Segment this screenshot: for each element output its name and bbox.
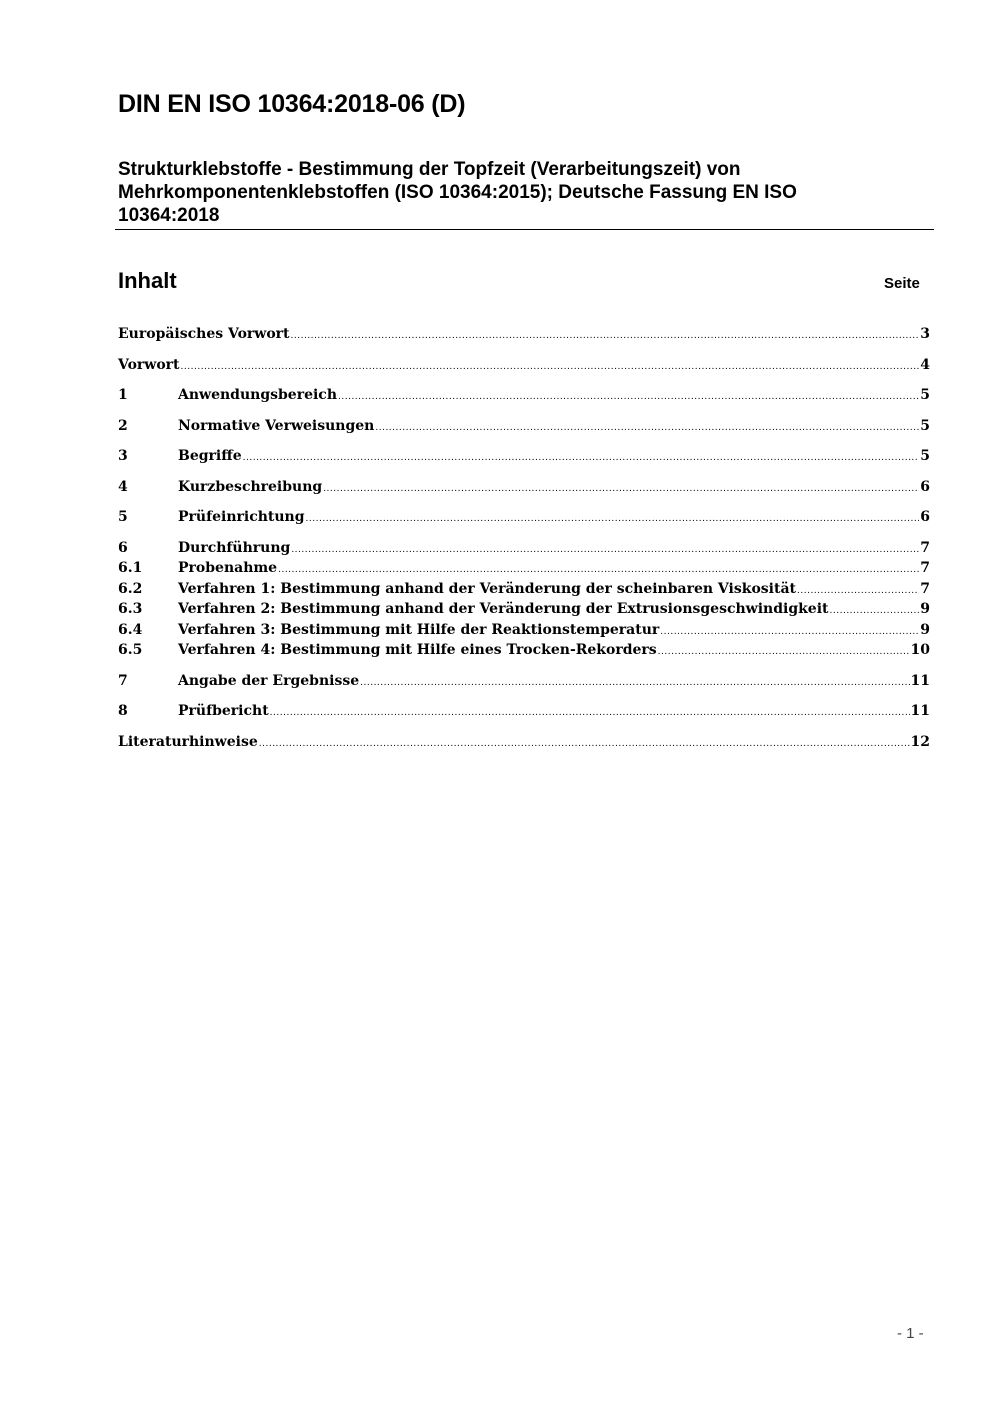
toc-entry-text: Literaturhinweise bbox=[118, 733, 258, 750]
toc-leader-dots bbox=[797, 581, 919, 602]
toc-leader-dots bbox=[291, 540, 919, 561]
toc-entry-foreword[interactable] bbox=[118, 355, 930, 376]
toc-entry-page: 3 bbox=[920, 326, 930, 342]
toc-entry-text: Verfahren 1: Bestimmung anhand der Veränderung der scheinbaren Viskosität bbox=[178, 580, 796, 597]
toc-entry-section-6-4[interactable] bbox=[118, 620, 930, 641]
toc-entry-number: 8 bbox=[118, 703, 128, 719]
toc-entry-section-8[interactable] bbox=[118, 701, 930, 722]
toc-entry-number: 3 bbox=[118, 448, 128, 464]
toc-entry-page: 10 bbox=[910, 642, 930, 658]
table-of-contents bbox=[118, 324, 930, 752]
toc-entry-number: 7 bbox=[118, 672, 128, 689]
title-divider bbox=[115, 229, 934, 230]
toc-leader-dots bbox=[181, 357, 920, 378]
toc-entry-page: 7 bbox=[920, 580, 930, 597]
toc-leader-dots bbox=[338, 387, 919, 408]
toc-entry-text: Anwendungsbereich bbox=[178, 387, 337, 403]
toc-entry-number: 6.2 bbox=[118, 580, 143, 597]
toc-leader-dots bbox=[323, 479, 919, 500]
toc-leader-dots bbox=[270, 703, 910, 724]
toc-entry-number: 6.5 bbox=[118, 642, 143, 658]
toc-entry-text: Normative Verweisungen bbox=[178, 417, 375, 434]
toc-entry-section-6-1[interactable] bbox=[118, 558, 930, 579]
toc-leader-dots bbox=[660, 622, 919, 643]
toc-entry-section-6-5[interactable] bbox=[118, 640, 930, 661]
toc-entry-page: 9 bbox=[920, 601, 930, 617]
toc-entry-section-4[interactable] bbox=[118, 477, 930, 498]
toc-entry-section-6-3[interactable] bbox=[118, 599, 930, 620]
toc-entry-section-6-2[interactable] bbox=[118, 579, 930, 600]
document-subtitle: Strukturklebstoffe - Bestimmung der Topfzeit (Verarbeitungszeit) von Mehrkomponentenklebstoffen (ISO 10364:2015); Deutsche Fassung EN ISO 10364:2018 bbox=[118, 159, 797, 226]
toc-leader-dots bbox=[360, 673, 909, 694]
toc-entry-number: 6 bbox=[118, 539, 128, 556]
toc-entry-page: 7 bbox=[920, 539, 930, 556]
toc-entry-number: 4 bbox=[118, 478, 128, 495]
toc-entry-page: 12 bbox=[910, 733, 930, 750]
toc-leader-dots bbox=[306, 509, 920, 530]
toc-entry-number: 6.4 bbox=[118, 621, 143, 638]
toc-entry-text: Kurzbeschreibung bbox=[178, 478, 323, 495]
toc-leader-dots bbox=[259, 734, 910, 755]
toc-leader-dots bbox=[291, 326, 920, 347]
toc-entry-number: 6.1 bbox=[118, 560, 143, 576]
toc-entry-european-foreword[interactable] bbox=[118, 324, 930, 345]
toc-leader-dots bbox=[278, 560, 919, 581]
toc-entry-section-6[interactable] bbox=[118, 538, 930, 559]
toc-entry-text: Durchführung bbox=[178, 539, 291, 556]
toc-leader-dots bbox=[243, 448, 920, 469]
toc-entry-page: 5 bbox=[920, 387, 930, 403]
toc-entry-section-5[interactable] bbox=[118, 507, 930, 528]
toc-entry-number: 2 bbox=[118, 417, 128, 434]
toc-leader-dots bbox=[375, 418, 919, 439]
toc-entry-page: 5 bbox=[920, 448, 930, 464]
toc-entry-page: 6 bbox=[920, 509, 930, 525]
toc-entry-page: 7 bbox=[920, 560, 930, 576]
toc-entry-text: Verfahren 3: Bestimmung mit Hilfe der Reaktionstemperatur bbox=[178, 621, 660, 638]
page-number: - 1 - bbox=[897, 1325, 924, 1342]
toc-entry-page: 6 bbox=[920, 478, 930, 495]
toc-entry-text: Verfahren 4: Bestimmung mit Hilfe eines Trocken-Rekorders bbox=[178, 642, 657, 658]
toc-entry-bibliography[interactable] bbox=[118, 732, 930, 753]
toc-entry-number: 6.3 bbox=[118, 601, 143, 617]
toc-entry-section-2[interactable] bbox=[118, 416, 930, 437]
toc-entry-page: 9 bbox=[920, 621, 930, 638]
toc-entry-text: Prüfbericht bbox=[178, 703, 269, 719]
toc-entry-text: Begriffe bbox=[178, 448, 242, 464]
toc-entry-section-1[interactable] bbox=[118, 385, 930, 406]
toc-entry-number: 5 bbox=[118, 509, 128, 525]
toc-heading: Inhalt bbox=[118, 268, 177, 293]
toc-entry-page: 5 bbox=[920, 417, 930, 434]
toc-entry-section-7[interactable] bbox=[118, 671, 930, 692]
toc-entry-section-3[interactable] bbox=[118, 446, 930, 467]
toc-leader-dots bbox=[658, 642, 910, 663]
toc-leader-dots bbox=[830, 601, 920, 622]
toc-entry-text: Verfahren 2: Bestimmung anhand der Veränderung der Extrusionsgeschwindigkeit bbox=[178, 601, 829, 617]
document-title: DIN EN ISO 10364:2018-06 (D) bbox=[118, 90, 466, 118]
toc-entry-text: Angabe der Ergebnisse bbox=[178, 672, 360, 689]
toc-entry-page: 11 bbox=[910, 703, 930, 719]
toc-entry-text: Probenahme bbox=[178, 560, 278, 576]
toc-entry-page: 11 bbox=[910, 672, 930, 689]
toc-entry-text: Prüfeinrichtung bbox=[178, 509, 305, 525]
toc-entry-text: Europäisches Vorwort bbox=[118, 326, 290, 342]
toc-entry-number: 1 bbox=[118, 387, 128, 403]
toc-entry-text: Vorwort bbox=[118, 356, 180, 373]
toc-entry-page: 4 bbox=[920, 356, 930, 373]
toc-page-column-label: Seite bbox=[884, 275, 920, 292]
